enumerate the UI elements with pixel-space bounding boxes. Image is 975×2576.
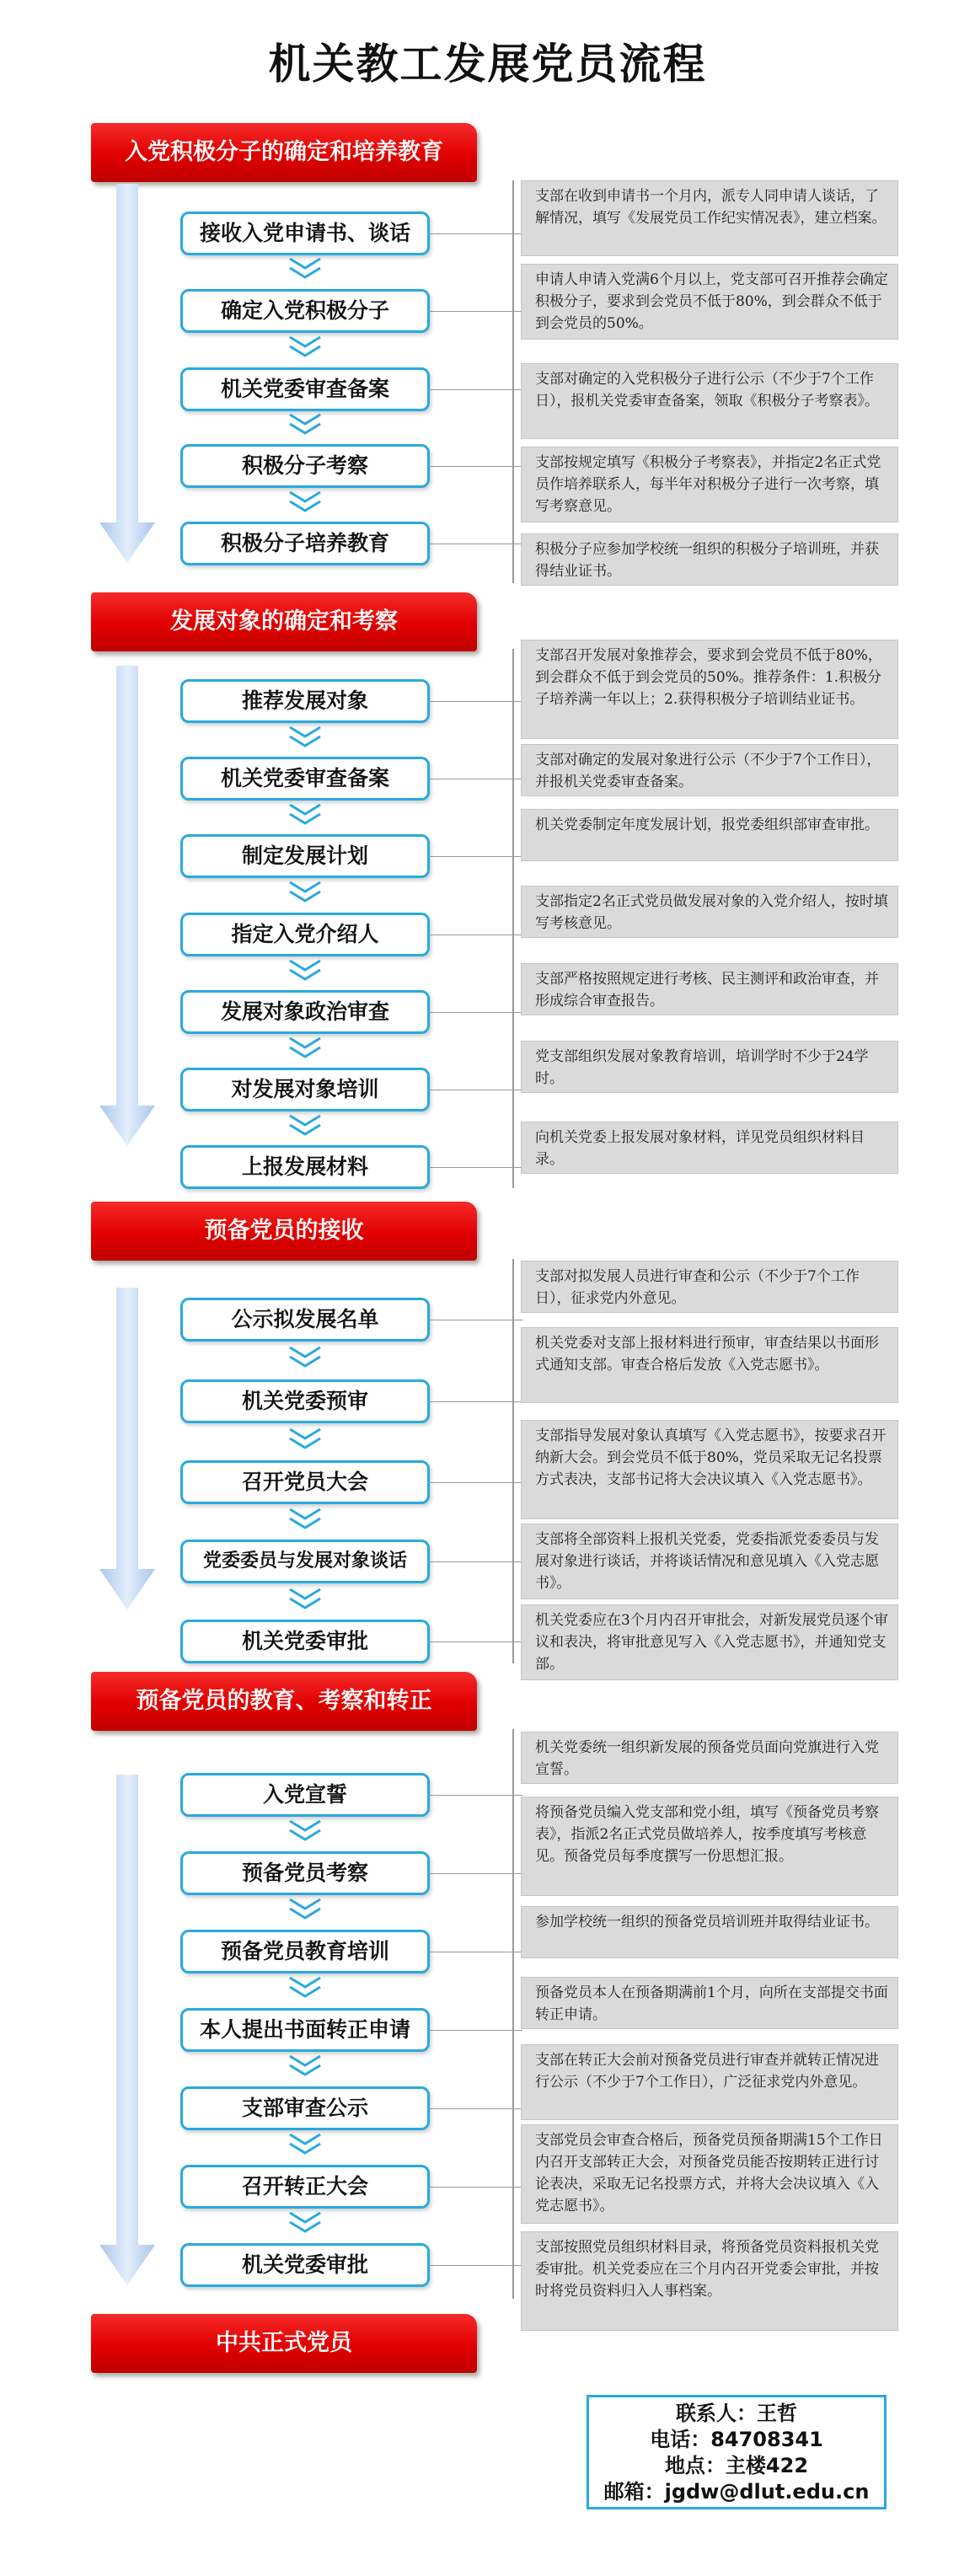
step-note: 支部召开发展对象推荐会，要求到会党员不低于80%，到会群众不低于到会党员的50%。推荐条件：1.积极分子培养满一年以上；2.获得积极分子培训结业证书。: [521, 640, 898, 739]
step-receive-application: 接收入党申请书、谈话: [180, 212, 430, 255]
chevron-down-icon: [287, 490, 323, 515]
connector-line: [428, 311, 522, 312]
flow-down-arrow-icon: [99, 666, 155, 1146]
chevron-down-icon: [287, 1345, 323, 1370]
page-title: 机关教工发展党员流程: [268, 40, 707, 88]
contact-email[interactable]: 邮箱：jgdw@dlut.edu.cn: [603, 2480, 870, 2504]
chevron-down-icon: [287, 1818, 323, 1844]
chevron-down-icon: [287, 1113, 323, 1138]
phase-header-probationary-education: 预备党员的教育、考察和转正: [91, 1672, 477, 1731]
contact-box: [587, 2395, 887, 2509]
step-make-plan: 制定发展计划: [180, 834, 430, 878]
step-note: 支部在收到申请书一个月内，派专人同申请人谈话，了解情况，填写《发展党员工作纪实情况表》，建立档案。: [521, 180, 898, 256]
chevron-down-icon: [287, 2054, 323, 2079]
step-note: 支部指导发展对象认真填写《入党志愿书》，按要求召开纳新大会。到会党员不低于80%，党员采取无记名投票方式表决，支部书记将大会决议填入《入党志愿书》。: [521, 1420, 898, 1519]
connector-line: [428, 233, 522, 234]
final-status-full-member: 中共正式党员: [91, 2314, 477, 2373]
step-committee-approval: 机关党委审批: [180, 1620, 430, 1663]
step-note: 申请人申请入党满6个月以上，党支部可召开推荐会确定积极分子，要求到会党员不低于80%，到会群众不低于到会党员的50%。: [521, 264, 898, 340]
chevron-down-icon: [287, 1427, 323, 1452]
step-political-review: 发展对象政治审查: [180, 990, 430, 1034]
flow-down-arrow-icon: [99, 1775, 155, 2285]
step-note: 支部按规定填写《积极分子考察表》，并指定2名正式党员作培养联系人，每半年对积极分子进行一次考察，填写考察意见。: [521, 447, 898, 522]
step-note: 党支部组织发展对象教育培训，培训学时不少于24学时。: [521, 1041, 898, 1093]
phase-header-activist: 入党积极分子的确定和培养教育: [91, 123, 477, 182]
connector-line: [428, 389, 522, 390]
step-note: 机关党委统一组织新发展的预备党员面向党旗进行入党宣誓。: [521, 1732, 898, 1784]
connector-line: [428, 1873, 522, 1874]
contact-location: 地点：主楼422: [664, 2454, 809, 2477]
step-note: 支部在转正大会前对预备党员进行审查并就转正情况进行公示（不少于7个工作日），广泛征求党内外意见。: [521, 2044, 898, 2120]
step-note: 参加学校统一组织的预备党员培训班并取得结业证书。: [521, 1906, 898, 1958]
step-note: 支部指定2名正式党员做发展对象的入党介绍人，按时填写考核意见。: [521, 886, 898, 938]
step-committee-record-target: 机关党委审查备案: [180, 757, 430, 801]
chevron-down-icon: [287, 1975, 323, 2000]
connector-line: [428, 856, 522, 857]
chevron-down-icon: [287, 1897, 323, 1922]
step-target-training: 对发展对象培训: [180, 1068, 430, 1111]
step-regularization-meeting: 召开转正大会: [180, 2165, 430, 2209]
chevron-down-icon: [287, 412, 323, 437]
step-note: 向机关党委上报发展对象材料，详见党员组织材料目录。: [521, 1122, 898, 1174]
step-branch-review: 支部审查公示: [180, 2086, 430, 2130]
step-note: 机关党委应在3个月内召开审批会，对新发展党员逐个审议和表决，将审批意见写入《入党志愿书》，并通知党支部。: [521, 1604, 898, 1680]
step-final-approval: 机关党委审批: [180, 2243, 430, 2287]
chevron-down-icon: [287, 725, 323, 750]
chevron-down-icon: [287, 1587, 323, 1612]
chevron-down-icon: [287, 1507, 323, 1532]
step-note: 支部将全部资料上报机关党委，党委指派党委委员与发展对象进行谈话，并将谈话情况和意见填入《入党志愿书》。: [521, 1524, 898, 1599]
step-committee-pre-review: 机关党委预审: [180, 1379, 430, 1423]
step-note: 支部严格按照规定进行考核、民主测评和政治审查，并形成综合审查报告。: [521, 963, 898, 1015]
contact-phone: 电话：84708341: [650, 2428, 823, 2451]
step-member-meeting: 召开党员大会: [180, 1460, 430, 1504]
step-activist-inspection: 积极分子考察: [180, 444, 430, 488]
connector-line: [428, 1795, 522, 1796]
chevron-down-icon: [287, 256, 323, 281]
step-confirm-activist: 确定入党积极分子: [180, 289, 430, 333]
contact-person: 联系人：王哲: [676, 2402, 797, 2425]
connector-line: [428, 2030, 522, 2031]
chevron-down-icon: [287, 1036, 323, 1061]
step-activist-training: 积极分子培养教育: [180, 522, 430, 565]
phase-header-development-target: 发展对象的确定和考察: [91, 592, 477, 651]
connector-line: [428, 1482, 522, 1483]
step-note: 支部党员会审查合格后，预备党员预备期满15个工作日内召开支部转正大会，对预备党员能否按期转正进行讨论表决，采取无记名投票方式，并将大会决议填入《入党志愿书》。: [521, 2124, 898, 2224]
connector-line: [428, 1012, 522, 1013]
connector-line: [428, 1641, 522, 1642]
chevron-down-icon: [287, 335, 323, 360]
chevron-down-icon: [287, 2132, 323, 2157]
step-note: 预备党员本人在预备期满前1个月，向所在支部提交书面转正申请。: [521, 1977, 898, 2029]
step-probation-inspection: 预备党员考察: [180, 1851, 430, 1895]
step-recommend-target: 推荐发展对象: [180, 679, 430, 723]
chevron-down-icon: [287, 2210, 323, 2236]
step-note: 支部对确定的发展对象进行公示（不少于7个工作日），并报机关党委审查备案。: [521, 744, 898, 796]
connector-line: [428, 466, 522, 467]
step-committee-record-activist: 机关党委审查备案: [180, 367, 430, 411]
connector-line: [428, 2108, 522, 2109]
connector-line: [428, 1401, 522, 1402]
connector-line: [428, 2265, 522, 2266]
step-committee-talk: 党委委员与发展对象谈话: [180, 1540, 430, 1583]
step-submit-regularization: 本人提出书面转正申请: [180, 2008, 430, 2052]
step-assign-introducer: 指定入党介绍人: [180, 913, 430, 956]
flow-down-arrow-icon: [99, 1288, 155, 1609]
step-note: 机关党委对支部上报材料进行预审，审查结果以书面形式通知支部。审查合格后发放《入党志愿书》。: [521, 1327, 898, 1403]
step-note: 支部对拟发展人员进行审查和公示（不少于7个工作日），征求党内外意见。: [521, 1261, 898, 1313]
step-note: 支部对确定的入党积极分子进行公示（不少于7个工作日），报机关党委审查备案，领取《积极分子考察表》。: [521, 363, 898, 439]
flow-down-arrow-icon: [99, 184, 155, 563]
step-submit-materials: 上报发展材料: [180, 1145, 430, 1189]
step-oath: 入党宣誓: [180, 1773, 430, 1817]
step-note: 机关党委制定年度发展计划，报党委组织部审查审批。: [521, 809, 898, 861]
connector-line: [428, 2187, 522, 2188]
step-probation-training: 预备党员教育培训: [180, 1930, 430, 1974]
step-note: 支部按照党员组织材料目录，将预备党员资料报机关党委审批。机关党委应在三个月内召开党委会审批，并按时将党员资料归入人事档案。: [521, 2231, 898, 2331]
phase-header-probationary-admission: 预备党员的接收: [91, 1202, 477, 1261]
step-note: 积极分子应参加学校统一组织的积极分子培训班，并获得结业证书。: [521, 533, 898, 586]
chevron-down-icon: [287, 880, 323, 905]
step-publicize-list: 公示拟发展名单: [180, 1298, 430, 1342]
chevron-down-icon: [287, 802, 323, 827]
connector-line: [428, 1167, 522, 1168]
connector-line: [428, 701, 522, 702]
chevron-down-icon: [287, 958, 323, 983]
step-note: 将预备党员编入党支部和党小组，填写《预备党员考察表》，指派2名正式党员做培养人，按季度填写考核意见。预备党员每季度撰写一份思想汇报。: [521, 1797, 898, 1896]
connector-line: [428, 1561, 522, 1562]
